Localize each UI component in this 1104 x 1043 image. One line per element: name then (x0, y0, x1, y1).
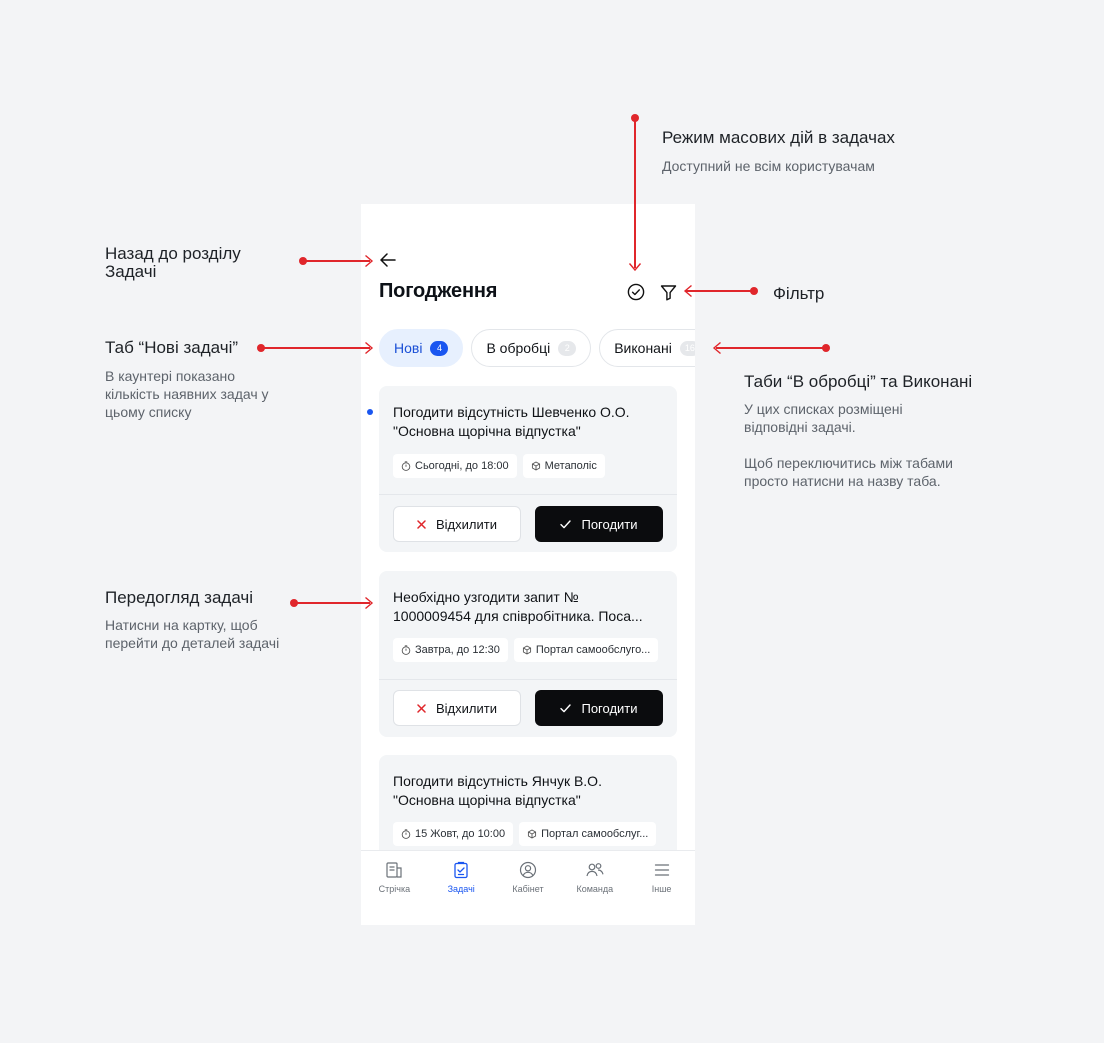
deadline-chip (393, 822, 513, 846)
cube-icon (531, 461, 541, 471)
back-button[interactable] (379, 251, 397, 269)
timer-icon (401, 461, 411, 471)
arrowhead-left (683, 284, 693, 298)
annotation-line (634, 118, 635, 268)
timer-icon (401, 645, 411, 655)
task-title: Необхідно узгодити запит № 1000009454 для співробітника. Поса... (393, 589, 643, 624)
deadline-text: 15 Жовт, до 10:00 (415, 828, 506, 840)
nav-label: Стрічка (378, 884, 411, 894)
deadline-text: Завтра, до 12:30 (415, 644, 500, 656)
unread-indicator (367, 409, 373, 415)
nav-label: Інше (651, 884, 672, 894)
arrowhead-down (628, 262, 642, 272)
task-title: Погодити відсутність Шевченко О.О. "Основна щорічна відпуст‌ка" (393, 404, 630, 439)
deadline-text: Сьогодні, до 18:00 (415, 460, 509, 472)
task-card[interactable] (379, 571, 677, 737)
menu-icon (653, 861, 671, 879)
tab-new[interactable] (379, 329, 463, 367)
nav-label: Задачі (447, 884, 475, 894)
nav-item-tasks[interactable] (428, 851, 495, 925)
tab-label: В обробці (486, 340, 551, 356)
tab-count-badge: 16 (680, 341, 695, 356)
reject-button[interactable] (393, 690, 521, 726)
arrow-left-icon (380, 253, 396, 267)
bulk-actions-button[interactable] (626, 282, 646, 302)
nav-label: Команда (576, 884, 614, 894)
annotation-preview-text: Натисни на картку, щоб перейти до деталей задачі (105, 617, 280, 651)
approve-button[interactable] (535, 506, 663, 542)
tab-count-badge: 2 (558, 341, 576, 356)
phone-screen (361, 204, 695, 925)
profile-icon (519, 861, 537, 879)
task-title: Погодити відсутність Янчук В.О. "Основна щорічна відпустка" (393, 773, 602, 808)
annotation-preview-title: Передогляд задачі (105, 588, 254, 607)
card-divider (379, 494, 677, 495)
arrowhead-right (364, 254, 374, 268)
source-chip (519, 822, 656, 846)
annotation-line (686, 290, 752, 291)
filter-button[interactable] (658, 282, 678, 302)
annotation-back-title: Назад до розділу Задачі (105, 244, 241, 281)
annotation-other-tabs-title: Таби “В обробці” та Виконані (744, 372, 973, 391)
annotation-line (716, 347, 824, 348)
task-meta (393, 638, 658, 662)
source-text: Метаполіс (544, 460, 597, 472)
nav-label: Кабінет (512, 884, 544, 894)
timer-icon (401, 829, 411, 839)
filter-icon (660, 284, 677, 301)
annotation-new-tab-text: В каунтері показано кількість наявних задач у цьому списку (105, 368, 269, 420)
arrowhead-right (364, 341, 374, 355)
cube-icon (527, 829, 537, 839)
source-chip (523, 454, 605, 478)
reject-label: Відхилити (436, 516, 497, 532)
tab-count-badge: 4 (430, 341, 448, 356)
check-icon (560, 520, 571, 529)
tab-label: Виконані (614, 340, 672, 356)
approve-button[interactable] (535, 690, 663, 726)
card-divider (379, 679, 677, 680)
task-meta (393, 454, 605, 478)
task-meta (393, 822, 656, 846)
tab-label: Нові (394, 340, 423, 356)
check-icon (560, 704, 571, 713)
bottom-navigation (361, 850, 695, 925)
nav-item-team[interactable] (561, 851, 628, 925)
nav-item-other[interactable] (628, 851, 695, 925)
nav-item-feed[interactable] (361, 851, 428, 925)
annotation-other-tabs-text: У цих списках розміщені відповідні задачі. Щоб переключитись між табами просто натисни на назву таба. (744, 401, 953, 489)
annotation-line (261, 347, 370, 348)
tab-done[interactable] (599, 329, 695, 367)
check-circle-icon (627, 283, 645, 301)
arrowhead-left (712, 341, 722, 355)
annotation-line (294, 602, 370, 603)
cube-icon (522, 645, 532, 655)
source-text: Портал самообслуго... (535, 644, 651, 656)
reject-label: Відхилити (436, 700, 497, 716)
source-text: Портал самообслуг... (541, 828, 649, 840)
source-chip (514, 638, 658, 662)
tab-in-progress[interactable] (471, 329, 591, 367)
close-icon (417, 704, 426, 713)
reject-button[interactable] (393, 506, 521, 542)
close-icon (417, 520, 426, 529)
annotation-line (303, 260, 370, 261)
nav-item-cabinet[interactable] (495, 851, 562, 925)
page-title: Погодження (379, 280, 498, 302)
deadline-chip (393, 638, 508, 662)
deadline-chip (393, 454, 517, 478)
task-card[interactable] (379, 386, 677, 552)
approve-label: Погодити (581, 700, 638, 716)
feed-icon (385, 861, 403, 879)
annotation-filter-title: Фільтр (773, 284, 825, 303)
tabs-bar (379, 329, 695, 367)
approve-label: Погодити (581, 516, 638, 532)
tasks-icon (452, 861, 470, 879)
annotation-bulk-text: Доступний не всім користувачам (662, 158, 875, 174)
annotation-new-tab-title: Таб “Нові задачі” (105, 338, 239, 357)
team-icon (585, 861, 605, 879)
arrowhead-right (364, 596, 374, 610)
annotation-bulk-title: Режим масових дій в задачах (662, 128, 895, 147)
